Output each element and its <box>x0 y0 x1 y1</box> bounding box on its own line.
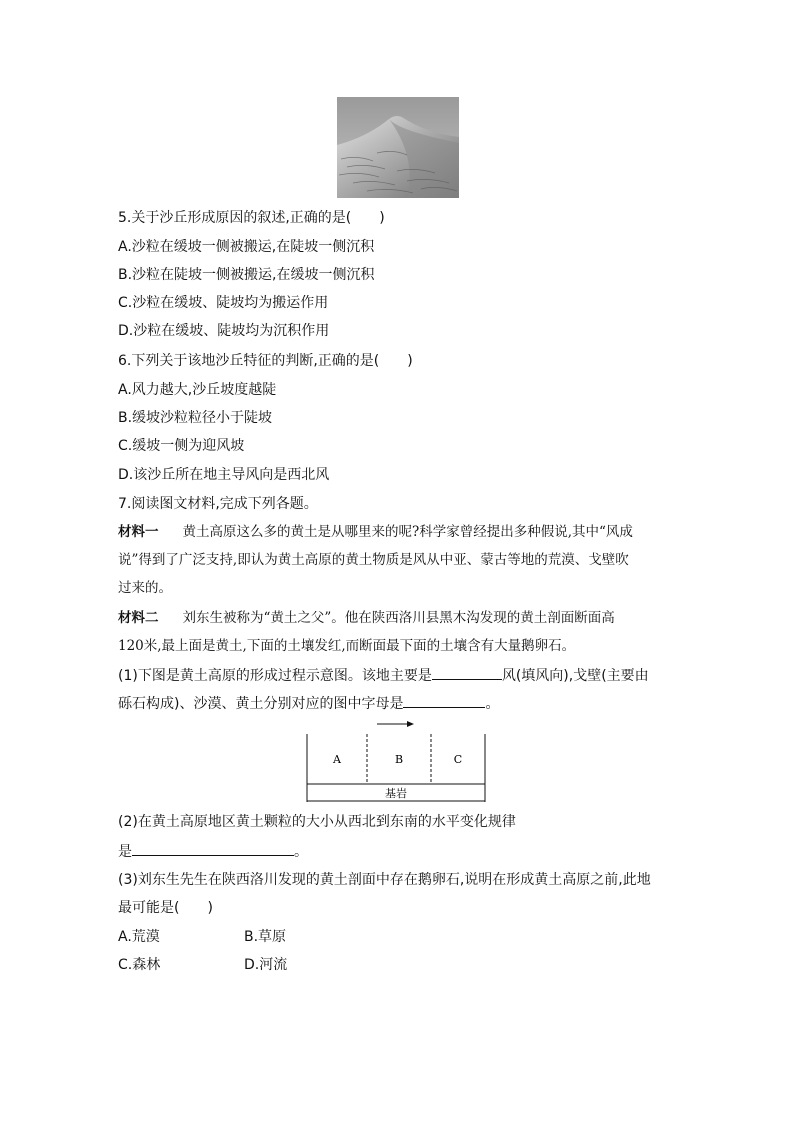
q7-sub3-line1: (3)刘东生先生在陕西洛川发现的黄土剖面中存在鹅卵石,说明在形成黄土高原之前,此地 <box>118 872 651 888</box>
q7-sub2-text-b: 。 <box>294 844 308 860</box>
bedrock-label: 基岩 <box>385 787 407 800</box>
q7-sub2-text-a: 是 <box>118 844 132 860</box>
q7-sub1-text-3: 砾石构成)、沙漠、黄土分别对应的图中字母是 <box>118 696 404 712</box>
q6-option-b[interactable]: B.缓坡沙粒粒径小于陡坡 <box>118 410 273 426</box>
q6-stem: 6.下列关于该地沙丘特征的判断,正确的是( ) <box>118 353 413 369</box>
q5-option-a[interactable]: A.沙粒在缓坡一侧被搬运,在陡坡一侧沉积 <box>118 239 375 255</box>
q5-option-c[interactable]: C.沙粒在缓坡、陡坡均为搬运作用 <box>118 295 329 311</box>
loess-formation-diagram <box>300 718 495 806</box>
material1-label: 材料一 <box>118 524 159 540</box>
q6-option-c[interactable]: C.缓坡一侧为迎风坡 <box>118 438 245 454</box>
material2-line1 <box>118 608 615 628</box>
q6-option-a[interactable]: A.风力越大,沙丘坡度越陡 <box>118 382 277 398</box>
zone-label-a: A <box>333 753 341 766</box>
q7-sub3-option-d[interactable]: D.河流 <box>244 957 288 973</box>
zone-label-c: C <box>453 753 463 766</box>
q6-option-d[interactable]: D.该沙丘所在地主导风向是西北风 <box>118 467 330 483</box>
sand-dune-photo <box>337 97 459 198</box>
q5-stem: 5.关于沙丘形成原因的叙述,正确的是( ) <box>118 210 385 226</box>
wind-arrow <box>377 721 414 727</box>
material1-text-2: 说”得到了广泛支持,即认为黄土高原的黄土物质是风从中亚、蒙古等地的荒漠、戈壁吹 <box>118 552 629 568</box>
q7-sub3-option-c[interactable]: C.森林 <box>118 957 161 973</box>
q7-sub3-option-a[interactable]: A.荒漠 <box>118 929 160 945</box>
material2-label: 材料二 <box>118 610 159 626</box>
q7-sub1-text-1: (1)下图是黄土高原的形成过程示意图。该地主要是 <box>118 668 432 684</box>
answer-blank-letters[interactable] <box>403 693 485 708</box>
q5-option-d[interactable]: D.沙粒在缓坡、陡坡均为沉积作用 <box>118 323 330 339</box>
q7-sub2-line1: (2)在黄土高原地区黄土颗粒的大小从西北到东南的水平变化规律 <box>118 814 516 830</box>
q5-option-b[interactable]: B.沙粒在陡坡一侧被搬运,在缓坡一侧沉积 <box>118 267 375 283</box>
material2-text-2: 120米,最上面是黄土,下面的土壤发红,而断面最下面的土壤含有大量鹅卵石。 <box>118 638 576 654</box>
q7-sub3-line2: 最可能是( ) <box>118 900 213 916</box>
q7-sub1-text-4: 。 <box>485 696 500 712</box>
q7-sub3-options-row2 <box>118 955 287 975</box>
material1-line1 <box>118 522 633 542</box>
material1-text-1: 黄土高原这么多的黄土是从哪里来的呢?科学家曾经提出多种假说,其中“风成 <box>182 524 633 540</box>
answer-blank-wind-direction[interactable] <box>432 665 502 680</box>
material2-text-1: 刘东生被称为“黄土之父”。他在陕西洛川县黑木沟发现的黄土剖面断面高 <box>182 610 615 626</box>
q7-stem: 7.阅读图文材料,完成下列各题。 <box>118 496 318 512</box>
q7-sub1-line1 <box>118 665 649 686</box>
q7-sub3-option-b[interactable]: B.草原 <box>244 929 287 945</box>
zone-label-b: B <box>394 753 404 766</box>
q7-sub3-options-row1 <box>118 927 286 947</box>
q7-sub1-text-2: 风(填风向),戈壁(主要由 <box>501 668 649 684</box>
material1-text-3: 过来的。 <box>118 580 172 596</box>
q7-sub2-line2 <box>118 841 308 862</box>
answer-blank-grain-pattern[interactable] <box>132 841 294 856</box>
q7-sub1-line2 <box>118 693 499 714</box>
